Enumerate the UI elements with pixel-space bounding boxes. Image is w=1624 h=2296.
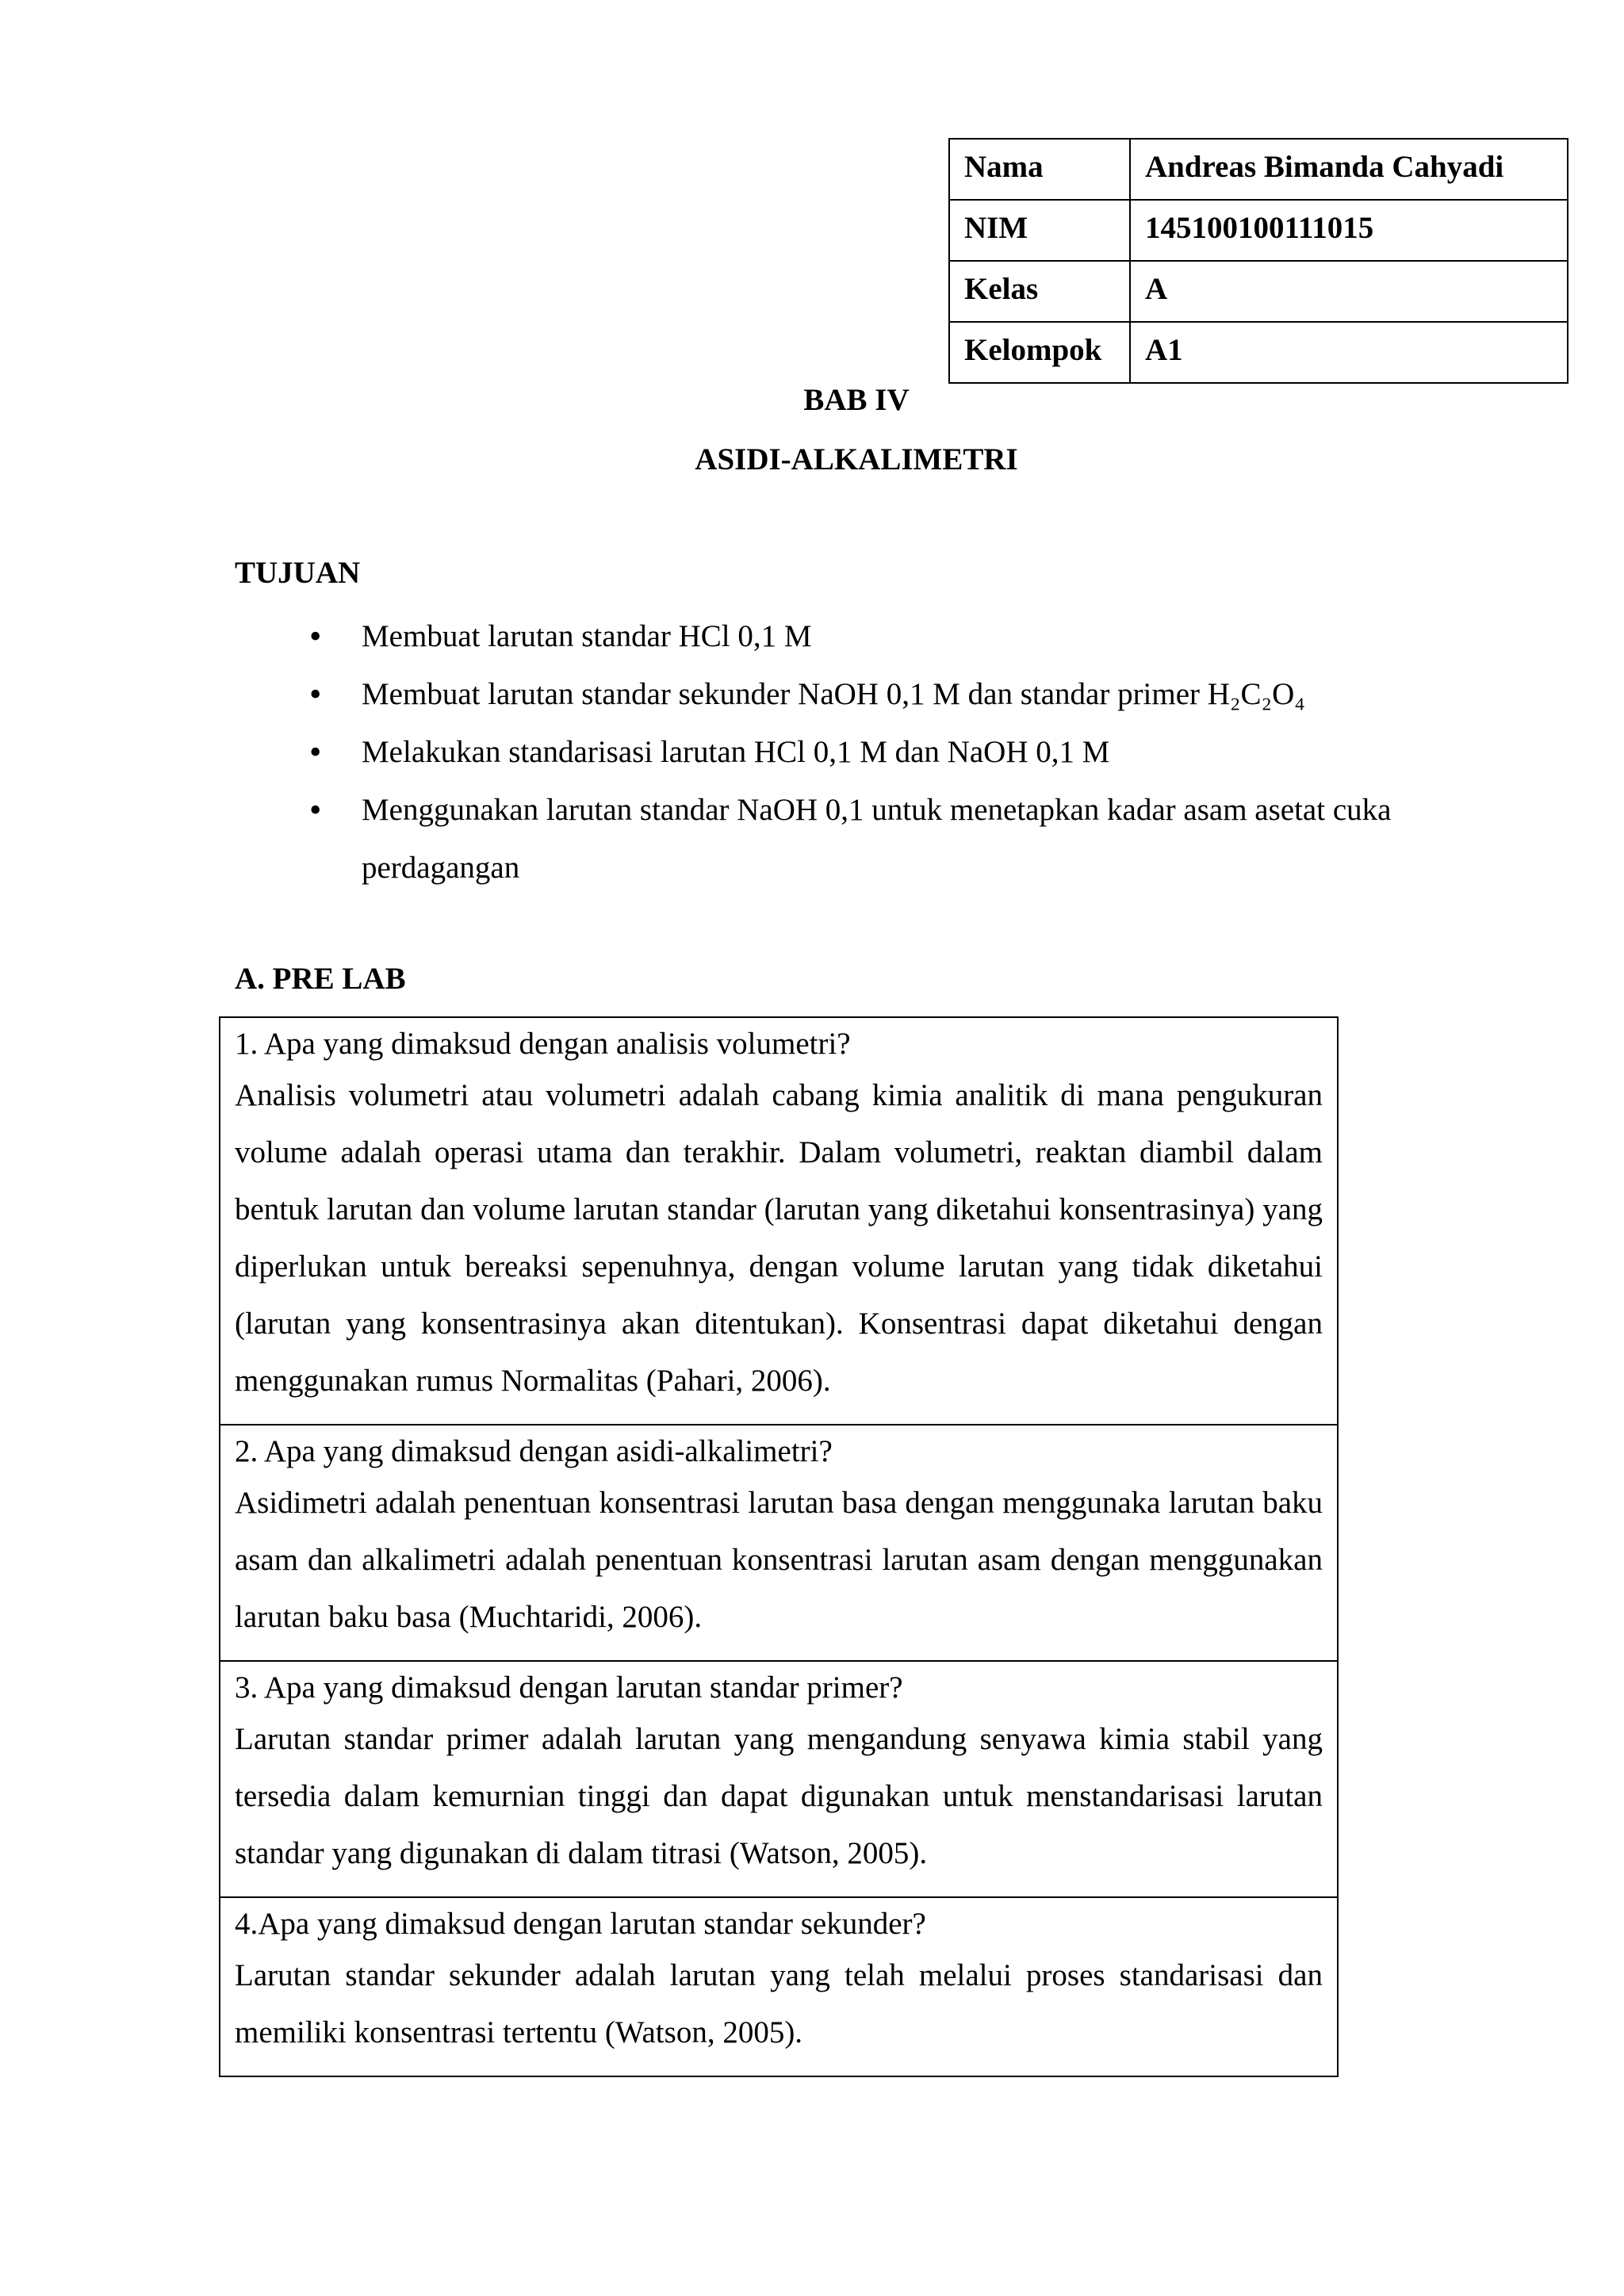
chapter-heading: BAB IV [803,383,910,417]
qa-cell [220,1661,1338,1897]
tujuan-list [309,607,1483,897]
answer-text: Asidimetri adalah penentuan konsentrasi larutan basa dengan menggunaka larutan baku asam dan alkalimetri adalah penentuan konsentrasi larutan asam dengan menggunakan larutan baku basa (Muchtaridi, 2006). [235,1486,1323,1634]
answer-text: Larutan standar primer adalah larutan yang mengandung senyawa kimia stabil yang tersedia dalam kemurnian tinggi dan dapat digunakan untuk menstandarisasi larutan standar yang digunakan di dalam titrasi (Watson, 2005). [235,1722,1323,1870]
qa-cell [220,1425,1338,1661]
info-label: Kelompok [949,322,1130,383]
table-row [220,1425,1338,1661]
info-label: NIM [949,200,1130,261]
info-value: 145100100111015 [1130,200,1568,261]
question-text: 4.Apa yang dimaksud dengan larutan standar sekunder? [235,1907,926,1941]
list-item: • Membuat larutan standar HCl 0,1 M [309,607,1483,665]
student-info-table [948,138,1568,384]
question-text: 1. Apa yang dimaksud dengan analisis volumetri? [235,1027,851,1061]
list-item: • Melakukan standarisasi larutan HCl 0,1 M dan NaOH 0,1 M [309,723,1483,781]
table-row [220,1661,1338,1897]
question-text: 2. Apa yang dimaksud dengan asidi-alkalimetri? [235,1434,833,1468]
info-row-nim [949,200,1568,261]
info-row-kelompok [949,322,1568,383]
list-item: • Menggunakan larutan standar NaOH 0,1 untuk menetapkan kadar asam asetat cuka perdagangan [309,781,1483,897]
table-row [220,1897,1338,2076]
answer-text: Analisis volumetri atau volumetri adalah cabang kimia analitik di mana pengukuran volume adalah operasi utama dan terakhir. Dalam volumetri, reaktan diambil dalam bentuk larutan dan volume larutan standar (larutan yang diketahui konsentrasinya) yang diperlukan untuk bereaksi sepenuhnya, dengan volume larutan yang tidak diketahui (larutan yang konsentrasinya akan ditentukan). Konsentrasi dapat diketahui dengan menggunakan rumus Normalitas (Pahari, 2006). [235,1078,1323,1398]
info-value: A [1130,261,1568,322]
prelab-table [219,1016,1339,2077]
qa-cell [220,1897,1338,2076]
answer-text: Larutan standar sekunder adalah larutan yang telah melalui proses standarisasi dan memiliki konsentrasi tertentu (Watson, 2005). [235,1958,1323,2049]
document-title: ASIDI-ALKALIMETRI [695,442,1018,476]
list-item: • Membuat larutan standar sekunder NaOH 0,1 M dan standar primer H₂C₂O₄ [309,665,1483,723]
prelab-heading: A. PRE LAB [235,962,406,996]
tujuan-heading: TUJUAN [235,556,361,590]
info-row-nama [949,139,1568,200]
question-text: 3. Apa yang dimaksud dengan larutan standar primer? [235,1670,903,1705]
info-value: A1 [1130,322,1568,383]
info-label: Kelas [949,261,1130,322]
info-value: Andreas Bimanda Cahyadi [1130,139,1568,200]
table-row [220,1017,1338,1425]
qa-cell [220,1017,1338,1425]
info-label: Nama [949,139,1130,200]
info-row-kelas [949,261,1568,322]
